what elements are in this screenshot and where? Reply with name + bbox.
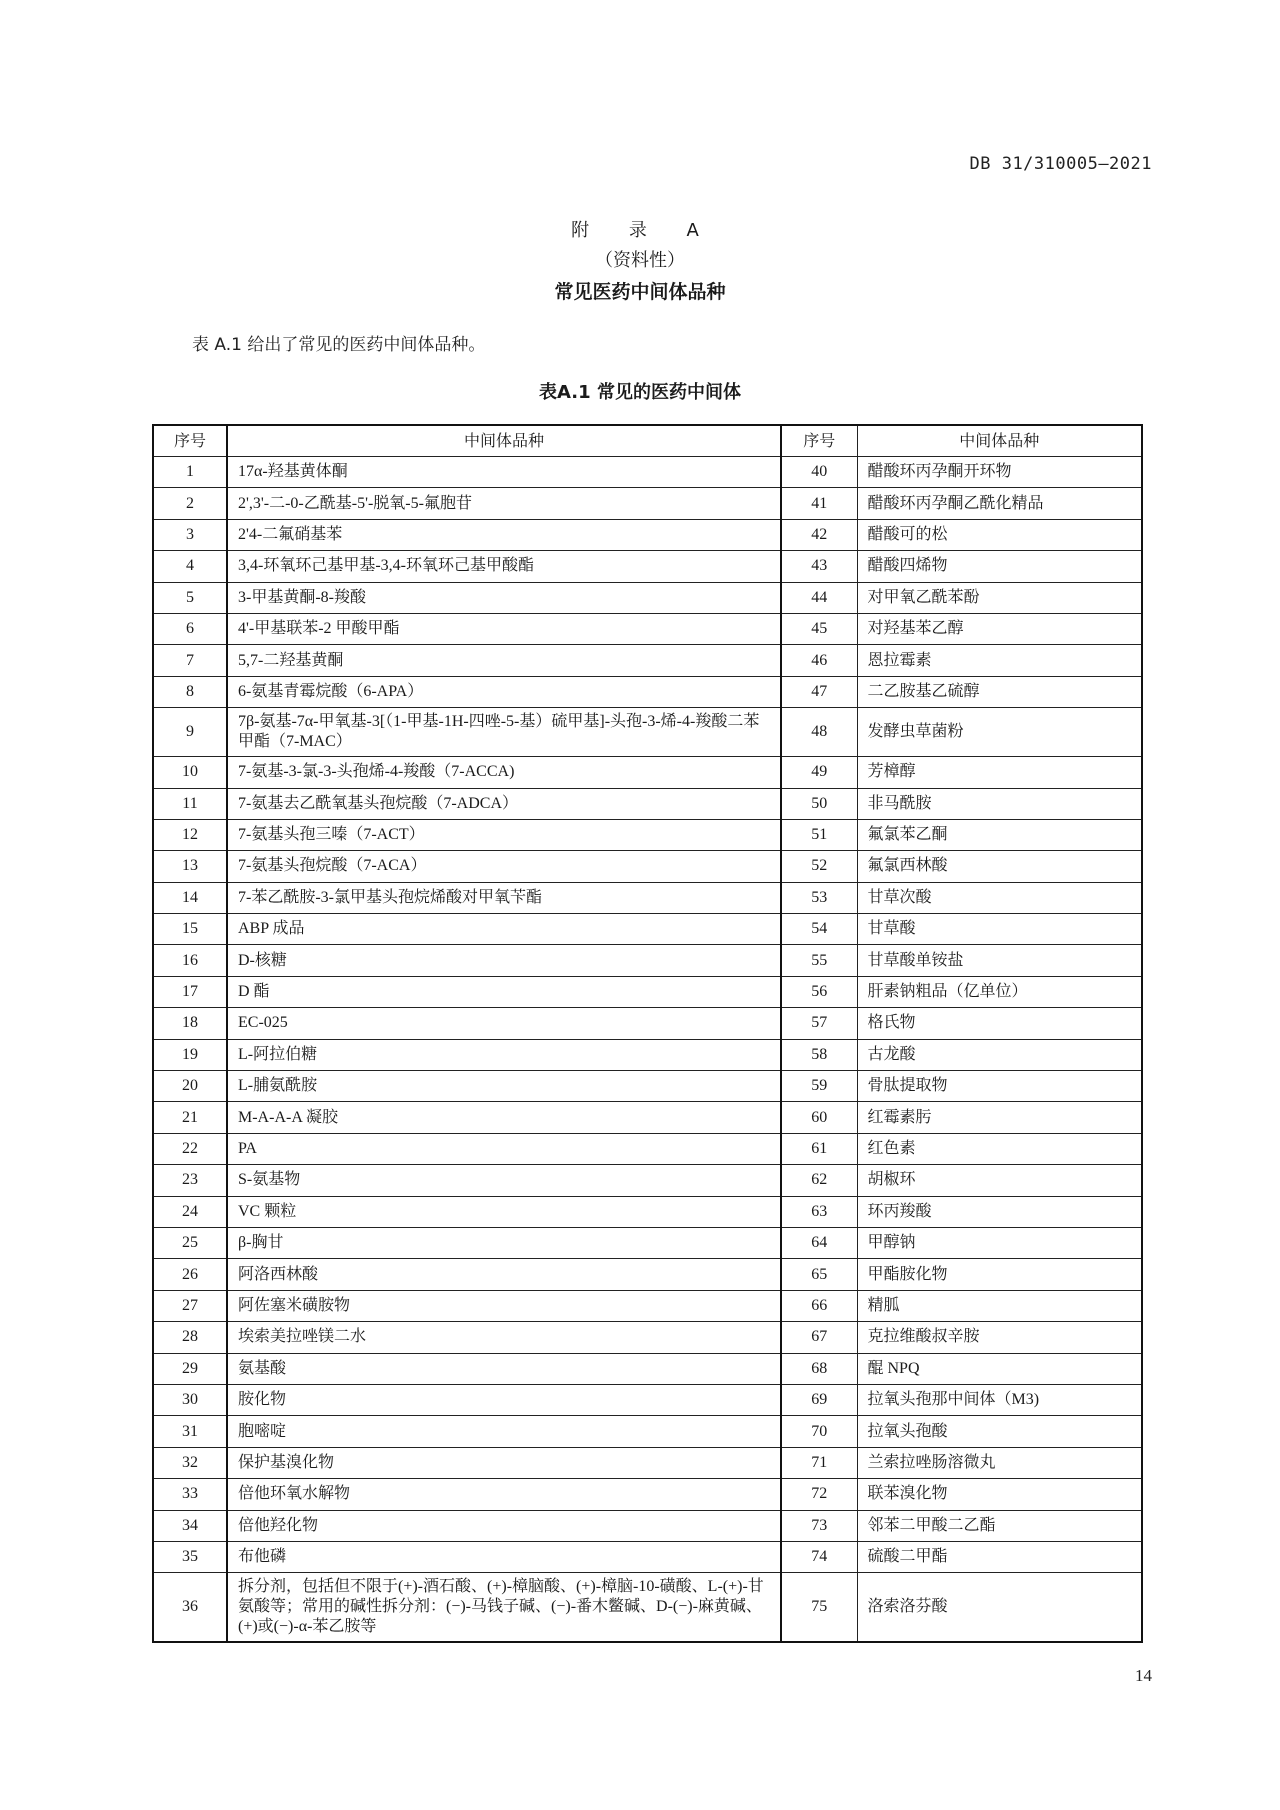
row-seq-left: 32 (153, 1447, 227, 1478)
table-row (153, 914, 1142, 945)
row-seq-right: 50 (781, 788, 857, 819)
table-row (153, 819, 1142, 850)
row-seq-right: 55 (781, 945, 857, 976)
table-row (153, 1196, 1142, 1227)
row-seq-right: 49 (781, 757, 857, 788)
row-name-right: 格氏物 (857, 1008, 1142, 1039)
row-seq-left: 20 (153, 1071, 227, 1102)
intro-paragraph: 表 A.1 给出了常见的医药中间体品种。 (192, 335, 486, 355)
table-row (153, 582, 1142, 613)
row-name-right: 克拉维酸叔辛胺 (857, 1322, 1142, 1353)
row-name-right: 对羟基苯乙醇 (857, 613, 1142, 644)
row-seq-right: 42 (781, 519, 857, 550)
table-row (153, 1165, 1142, 1196)
row-seq-right: 68 (781, 1353, 857, 1384)
table-row (153, 488, 1142, 519)
table-row (153, 551, 1142, 582)
row-name-left: 阿洛西林酸 (227, 1259, 781, 1290)
table-row (153, 1573, 1142, 1643)
document-code: DB 31/310005—2021 (969, 154, 1152, 174)
row-seq-left: 11 (153, 788, 227, 819)
table-row (153, 1008, 1142, 1039)
table-row (153, 613, 1142, 644)
table-row (153, 976, 1142, 1007)
row-name-left: 阿佐塞米磺胺物 (227, 1290, 781, 1321)
row-seq-right: 65 (781, 1259, 857, 1290)
row-seq-right: 72 (781, 1479, 857, 1510)
row-name-right: 拉氧头孢酸 (857, 1416, 1142, 1447)
row-seq-left: 30 (153, 1384, 227, 1415)
table-row (153, 519, 1142, 550)
appendix-label: 附 录 A (571, 220, 709, 241)
row-name-left: 布他磷 (227, 1541, 781, 1572)
row-seq-left: 14 (153, 882, 227, 913)
row-name-left: D-核糖 (227, 945, 781, 976)
row-name-left: EC-025 (227, 1008, 781, 1039)
row-seq-left: 18 (153, 1008, 227, 1039)
row-seq-right: 53 (781, 882, 857, 913)
row-name-left: 7-苯乙酰胺-3-氯甲基头孢烷烯酸对甲氧苄酯 (227, 882, 781, 913)
row-name-right: 对甲氧乙酰苯酚 (857, 582, 1142, 613)
row-seq-right: 44 (781, 582, 857, 613)
row-seq-right: 54 (781, 914, 857, 945)
row-name-right: 精胍 (857, 1290, 1142, 1321)
table-row (153, 1353, 1142, 1384)
row-name-left: L-阿拉伯糖 (227, 1039, 781, 1070)
table-row (153, 851, 1142, 882)
row-name-right: 古龙酸 (857, 1039, 1142, 1070)
row-name-left: ABP 成品 (227, 914, 781, 945)
row-name-left: β-胸甘 (227, 1227, 781, 1258)
row-seq-right: 61 (781, 1133, 857, 1164)
table-row (153, 788, 1142, 819)
row-seq-left: 27 (153, 1290, 227, 1321)
row-seq-left: 15 (153, 914, 227, 945)
row-seq-right: 57 (781, 1008, 857, 1039)
table-body (153, 457, 1142, 1643)
row-seq-left: 10 (153, 757, 227, 788)
row-name-right: 二乙胺基乙硫醇 (857, 676, 1142, 707)
row-name-right: 联苯溴化物 (857, 1479, 1142, 1510)
row-name-left: 埃索美拉唑镁二水 (227, 1322, 781, 1353)
table-row (153, 1541, 1142, 1572)
row-name-left: 2'4-二氟硝基苯 (227, 519, 781, 550)
table-row (153, 1259, 1142, 1290)
row-name-left: 拆分剂，包括但不限于(+)-酒石酸、(+)-樟脑酸、(+)-樟脑-10-磺酸、L-(+)-甘氨酸等；常用的碱性拆分剂：(−)-马钱子碱、(−)-番木鳖碱、D-(−)-麻黄碱、(+)或(−)-α-苯乙胺等 (227, 1573, 781, 1643)
row-seq-right: 43 (781, 551, 857, 582)
row-seq-right: 70 (781, 1416, 857, 1447)
row-name-left: 倍他环氧水解物 (227, 1479, 781, 1510)
header-seq-left: 序号 (153, 425, 227, 457)
row-seq-right: 73 (781, 1510, 857, 1541)
row-seq-right: 75 (781, 1573, 857, 1643)
row-name-right: 氟氯苯乙酮 (857, 819, 1142, 850)
row-name-left: 6-氨基青霉烷酸（6-APA） (227, 676, 781, 707)
row-seq-left: 28 (153, 1322, 227, 1353)
header-name-right: 中间体品种 (857, 425, 1142, 457)
row-name-right: 胡椒环 (857, 1165, 1142, 1196)
table-row (153, 1510, 1142, 1541)
appendix-title: 常见医药中间体品种 (554, 281, 726, 303)
row-name-right: 非马酰胺 (857, 788, 1142, 819)
row-name-right: 洛索洛芬酸 (857, 1573, 1142, 1643)
table-row (153, 1290, 1142, 1321)
row-name-left: 7-氨基头孢三嗪（7-ACT） (227, 819, 781, 850)
row-seq-left: 1 (153, 457, 227, 488)
row-seq-right: 45 (781, 613, 857, 644)
table-row (153, 757, 1142, 788)
row-seq-left: 35 (153, 1541, 227, 1572)
row-seq-right: 46 (781, 645, 857, 676)
row-name-right: 骨肽提取物 (857, 1071, 1142, 1102)
row-seq-left: 36 (153, 1573, 227, 1643)
row-name-left: D 酯 (227, 976, 781, 1007)
appendix-nature: （资料性） (595, 250, 685, 271)
table-header-row (153, 425, 1142, 457)
row-name-left: 胺化物 (227, 1384, 781, 1415)
row-name-left: 17α-羟基黄体酮 (227, 457, 781, 488)
row-seq-right: 52 (781, 851, 857, 882)
row-name-right: 红色素 (857, 1133, 1142, 1164)
row-name-right: 红霉素肟 (857, 1102, 1142, 1133)
table-row (153, 1071, 1142, 1102)
table-row (153, 676, 1142, 707)
row-name-left: S-氨基物 (227, 1165, 781, 1196)
row-name-left: 4'-甲基联苯-2 甲酸甲酯 (227, 613, 781, 644)
table-row (153, 1479, 1142, 1510)
row-name-left: 3-甲基黄酮-8-羧酸 (227, 582, 781, 613)
table-row (153, 1322, 1142, 1353)
table-row (153, 1102, 1142, 1133)
row-seq-right: 66 (781, 1290, 857, 1321)
row-name-left: 保护基溴化物 (227, 1447, 781, 1478)
row-seq-right: 74 (781, 1541, 857, 1572)
row-seq-right: 63 (781, 1196, 857, 1227)
row-name-right: 氟氯西林酸 (857, 851, 1142, 882)
row-name-left: 倍他羟化物 (227, 1510, 781, 1541)
row-name-right: 甘草酸单铵盐 (857, 945, 1142, 976)
row-name-right: 醋酸环丙孕酮开环物 (857, 457, 1142, 488)
table-row (153, 457, 1142, 488)
row-name-right: 芳樟醇 (857, 757, 1142, 788)
row-seq-left: 33 (153, 1479, 227, 1510)
row-seq-right: 56 (781, 976, 857, 1007)
row-name-right: 拉氧头孢那中间体（M3) (857, 1384, 1142, 1415)
row-seq-left: 4 (153, 551, 227, 582)
row-name-right: 醋酸四烯物 (857, 551, 1142, 582)
row-seq-left: 34 (153, 1510, 227, 1541)
row-seq-right: 71 (781, 1447, 857, 1478)
row-seq-left: 22 (153, 1133, 227, 1164)
row-seq-right: 60 (781, 1102, 857, 1133)
row-seq-left: 26 (153, 1259, 227, 1290)
row-seq-right: 58 (781, 1039, 857, 1070)
appendix-heading (0, 216, 1280, 308)
row-name-right: 兰索拉唑肠溶微丸 (857, 1447, 1142, 1478)
row-seq-left: 29 (153, 1353, 227, 1384)
row-seq-right: 48 (781, 708, 857, 757)
row-name-left: 5,7-二羟基黄酮 (227, 645, 781, 676)
row-seq-left: 21 (153, 1102, 227, 1133)
row-seq-left: 8 (153, 676, 227, 707)
row-name-left: L-脯氨酰胺 (227, 1071, 781, 1102)
row-name-right: 甘草次酸 (857, 882, 1142, 913)
row-seq-left: 9 (153, 708, 227, 757)
row-name-right: 邻苯二甲酸二乙酯 (857, 1510, 1142, 1541)
row-seq-left: 6 (153, 613, 227, 644)
page-number: 14 (1135, 1666, 1152, 1685)
row-name-right: 醋酸环丙孕酮乙酰化精品 (857, 488, 1142, 519)
row-seq-right: 64 (781, 1227, 857, 1258)
row-name-left: 氨基酸 (227, 1353, 781, 1384)
row-name-right: 肝素钠粗品（亿单位） (857, 976, 1142, 1007)
row-name-right: 醋酸可的松 (857, 519, 1142, 550)
row-seq-left: 17 (153, 976, 227, 1007)
row-seq-left: 24 (153, 1196, 227, 1227)
table-row (153, 945, 1142, 976)
table-row (153, 882, 1142, 913)
row-seq-right: 47 (781, 676, 857, 707)
row-seq-right: 62 (781, 1165, 857, 1196)
row-name-left: 7β-氨基-7α-甲氧基-3[（1-甲基-1H-四唑-5-基）硫甲基]-头孢-3-烯-4-羧酸二苯甲酯（7-MAC） (227, 708, 781, 757)
row-name-left: 2',3'-二-0-乙酰基-5'-脱氧-5-氟胞苷 (227, 488, 781, 519)
row-name-right: 甘草酸 (857, 914, 1142, 945)
intermediates-table (152, 424, 1143, 1643)
header-name-left: 中间体品种 (227, 425, 781, 457)
row-seq-right: 40 (781, 457, 857, 488)
table-row (153, 708, 1142, 757)
row-name-left: PA (227, 1133, 781, 1164)
row-seq-left: 19 (153, 1039, 227, 1070)
table-row (153, 1039, 1142, 1070)
row-name-right: 甲醇钠 (857, 1227, 1142, 1258)
row-seq-left: 25 (153, 1227, 227, 1258)
row-seq-right: 59 (781, 1071, 857, 1102)
table-row (153, 1384, 1142, 1415)
row-seq-right: 51 (781, 819, 857, 850)
table-row (153, 1416, 1142, 1447)
row-name-left: 胞嘧啶 (227, 1416, 781, 1447)
row-name-right: 恩拉霉素 (857, 645, 1142, 676)
row-name-right: 甲酯胺化物 (857, 1259, 1142, 1290)
row-name-left: 7-氨基去乙酰氧基头孢烷酸（7-ADCA） (227, 788, 781, 819)
row-seq-right: 41 (781, 488, 857, 519)
row-name-left: M-A-A-A 凝胶 (227, 1102, 781, 1133)
row-name-left: 7-氨基头孢烷酸（7-ACA） (227, 851, 781, 882)
table-row (153, 645, 1142, 676)
table-row (153, 1447, 1142, 1478)
row-name-left: 7-氨基-3-氯-3-头孢烯-4-羧酸（7-ACCA) (227, 757, 781, 788)
row-name-left: VC 颗粒 (227, 1196, 781, 1227)
row-name-right: 发酵虫草菌粉 (857, 708, 1142, 757)
table-title: 表A.1 常见的医药中间体 (539, 382, 741, 403)
row-seq-left: 16 (153, 945, 227, 976)
row-seq-left: 5 (153, 582, 227, 613)
row-name-right: 硫酸二甲酯 (857, 1541, 1142, 1572)
row-seq-left: 3 (153, 519, 227, 550)
table-row (153, 1133, 1142, 1164)
row-name-left: 3,4-环氧环己基甲基-3,4-环氧环己基甲酸酯 (227, 551, 781, 582)
row-seq-left: 31 (153, 1416, 227, 1447)
row-seq-left: 23 (153, 1165, 227, 1196)
row-seq-left: 13 (153, 851, 227, 882)
row-name-right: 醌 NPQ (857, 1353, 1142, 1384)
table-row (153, 1227, 1142, 1258)
header-seq-right: 序号 (781, 425, 857, 457)
row-seq-left: 2 (153, 488, 227, 519)
row-seq-right: 67 (781, 1322, 857, 1353)
row-seq-left: 12 (153, 819, 227, 850)
row-seq-right: 69 (781, 1384, 857, 1415)
row-seq-left: 7 (153, 645, 227, 676)
row-name-right: 环丙羧酸 (857, 1196, 1142, 1227)
